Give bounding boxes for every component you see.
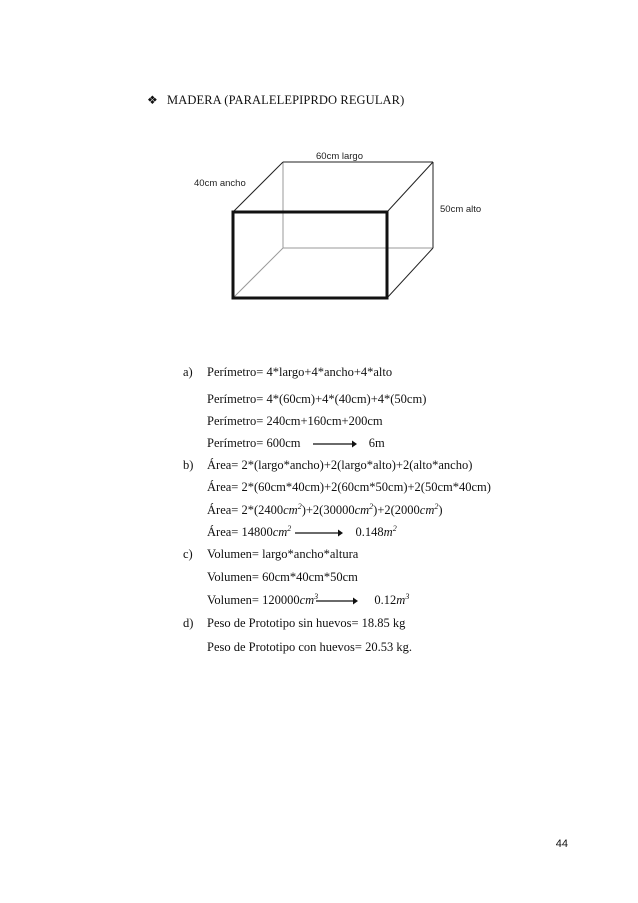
- text-fragment: Área= 2*(2400: [207, 503, 284, 517]
- calc-line-with-arrow: [207, 436, 385, 451]
- calc-line: Perímetro= 240cm+160cm+200cm: [207, 414, 383, 428]
- calc-line-with-arrow: [207, 592, 409, 608]
- exponent: 2: [287, 524, 292, 533]
- item-marker-d: d): [183, 616, 194, 630]
- unit: cm: [419, 503, 435, 517]
- unit: m: [396, 593, 406, 607]
- calc-line: Área= 2*(largo*ancho)+2(largo*alto)+2(alto*ancho): [207, 458, 473, 472]
- volume-result-m3: 0.12: [374, 593, 397, 607]
- text-fragment: )+2(30000: [301, 503, 355, 517]
- calc-line: Peso de Prototipo con huevos= 20.53 kg.: [207, 640, 412, 654]
- unit: cm: [272, 525, 288, 539]
- unit: cm: [299, 593, 315, 607]
- right-arrow-icon: [294, 528, 344, 538]
- perimeter-result-cm: Perímetro= 600cm: [207, 436, 301, 450]
- box-diagram: [0, 0, 638, 340]
- exponent: 3: [314, 592, 319, 601]
- section-title: MADERA (PARALELEPIPRDO REGULAR): [167, 93, 405, 107]
- exponent: 2: [434, 502, 439, 511]
- calc-line: Peso de Prototipo sin huevos= 18.85 kg: [207, 616, 406, 630]
- calc-line: Perímetro= 4*(60cm)+4*(40cm)+4*(50cm): [207, 392, 427, 406]
- diamond-bullet-icon: ❖: [147, 93, 158, 107]
- item-marker-a: a): [183, 365, 193, 379]
- front-face: [233, 212, 387, 298]
- right-arrow-icon: [315, 596, 359, 606]
- item-marker-b: b): [183, 458, 194, 472]
- exponent: 2: [297, 502, 302, 511]
- exponent: 2: [369, 502, 374, 511]
- edge-bottom-right: [387, 248, 433, 298]
- unit: cm: [283, 503, 298, 517]
- calc-line-with-arrow: [207, 524, 397, 540]
- hidden-edge-bottom-left: [233, 248, 283, 298]
- calc-line: Volumen= 60cm*40cm*50cm: [207, 570, 358, 584]
- width-label: 40cm ancho: [194, 178, 246, 189]
- calc-line: Perímetro= 4*largo+4*ancho+4*alto: [207, 365, 393, 379]
- exponent: 2: [392, 524, 397, 533]
- area-result-cm2: Área= 14800: [207, 525, 273, 539]
- text-fragment: ): [438, 503, 443, 517]
- calc-line: Área= 2*(60cm*40cm)+2(60cm*50cm)+2(50cm*40cm): [207, 480, 491, 494]
- height-label: 50cm alto: [440, 204, 482, 215]
- length-label: 60cm largo: [316, 151, 363, 162]
- item-marker-c: c): [183, 547, 193, 561]
- unit: m: [383, 525, 393, 539]
- edge-top-right: [387, 162, 433, 212]
- area-result-m2: 0.148: [355, 525, 384, 539]
- volume-result-cm3: Volumen= 120000: [207, 593, 300, 607]
- calc-line: Volumen= largo*ancho*altura: [207, 547, 359, 561]
- exponent: 3: [405, 592, 410, 601]
- right-arrow-icon: [312, 439, 358, 449]
- text-fragment: )+2(2000: [373, 503, 420, 517]
- unit: cm: [354, 503, 370, 517]
- perimeter-result-m: 6m: [368, 436, 385, 450]
- calc-line-with-exponents: [207, 502, 443, 518]
- page-number: 44: [555, 838, 568, 850]
